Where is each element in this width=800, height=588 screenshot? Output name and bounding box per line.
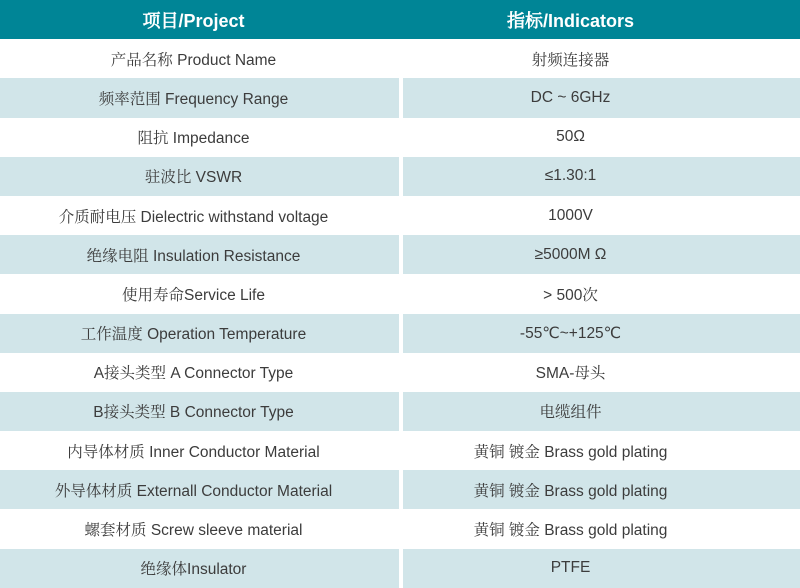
project-cell — [0, 39, 399, 78]
project-cell — [0, 470, 399, 509]
table-row — [0, 196, 800, 235]
project-cell — [0, 353, 399, 392]
indicator-cell — [403, 157, 800, 196]
table-row — [0, 157, 800, 196]
project-cell — [0, 196, 399, 235]
indicator-cell — [403, 78, 800, 117]
table-row — [0, 549, 800, 588]
project-label: 绝缘体Insulator — [140, 561, 247, 579]
indicator-value: 射频连接器 — [531, 51, 610, 69]
project-label: 阻抗 Impedance — [137, 130, 250, 148]
project-label: 产品名称 Product Name — [110, 51, 277, 69]
indicator-value: 1000V — [548, 206, 593, 224]
project-label: 驻波比 VSWR — [144, 169, 243, 187]
indicator-value: 电缆组件 — [539, 404, 602, 422]
indicator-cell — [403, 314, 800, 353]
indicator-cell — [403, 39, 800, 78]
project-cell — [0, 274, 399, 313]
column-header-indicators: 指标/Indicators — [506, 10, 635, 31]
project-cell — [0, 78, 399, 117]
project-cell — [0, 392, 399, 431]
project-cell — [0, 157, 399, 196]
indicator-cell — [403, 392, 800, 431]
indicator-value: 黄铜 镀金 Brass gold plating — [473, 522, 668, 540]
table-row — [0, 431, 800, 470]
header-cell-indicators — [403, 0, 800, 39]
project-cell — [0, 314, 399, 353]
project-cell — [0, 235, 399, 274]
project-label: 使用寿命Service Life — [122, 286, 265, 304]
project-label: 内导体材质 Inner Conductor Material — [67, 443, 320, 461]
table-row — [0, 39, 800, 78]
indicator-value: > 500次 — [543, 286, 598, 304]
indicator-cell — [403, 431, 800, 470]
project-label: 介质耐电压 Dielectric withstand voltage — [58, 208, 329, 226]
project-label: 外导体材质 Externall Conductor Material — [54, 482, 333, 500]
indicator-cell — [403, 274, 800, 313]
indicator-cell — [403, 353, 800, 392]
project-label: 绝缘电阻 Insulation Resistance — [86, 247, 301, 265]
indicator-cell — [403, 509, 800, 548]
project-cell — [0, 118, 399, 157]
project-cell — [0, 509, 399, 548]
table-row — [0, 78, 800, 117]
project-label: 工作温度 Operation Temperature — [80, 326, 307, 344]
table-row — [0, 353, 800, 392]
indicator-cell — [403, 470, 800, 509]
table-row — [0, 118, 800, 157]
table-row — [0, 509, 800, 548]
table-row — [0, 392, 800, 431]
indicator-cell — [403, 118, 800, 157]
indicator-cell — [403, 196, 800, 235]
indicator-cell — [403, 235, 800, 274]
indicator-value: 黄铜 镀金 Brass gold plating — [473, 482, 668, 500]
table-header-row — [0, 0, 800, 39]
project-cell — [0, 549, 399, 588]
table-body — [0, 39, 800, 588]
table-row — [0, 470, 800, 509]
indicator-value: 黄铜 镀金 Brass gold plating — [473, 443, 668, 461]
table-row — [0, 235, 800, 274]
indicator-value: DC ~ 6GHz — [530, 88, 611, 106]
header-cell-project — [0, 0, 399, 39]
table-row — [0, 314, 800, 353]
indicator-value: ≥5000M Ω — [534, 245, 607, 263]
indicator-value: ≤1.30:1 — [544, 167, 597, 185]
indicator-value: 50Ω — [556, 128, 585, 146]
project-label: A接头类型 A Connector Type — [93, 365, 294, 383]
indicator-value: PTFE — [550, 559, 591, 577]
column-header-project: 项目/Project — [142, 10, 245, 31]
project-label: B接头类型 B Connector Type — [93, 404, 294, 422]
indicator-cell — [403, 549, 800, 588]
indicator-value: -55℃~+125℃ — [519, 324, 622, 342]
table-row — [0, 274, 800, 313]
project-cell — [0, 431, 399, 470]
project-label: 频率范围 Frequency Range — [98, 90, 289, 108]
indicator-value: SMA-母头 — [535, 365, 606, 383]
project-label: 螺套材质 Screw sleeve material — [84, 522, 303, 540]
